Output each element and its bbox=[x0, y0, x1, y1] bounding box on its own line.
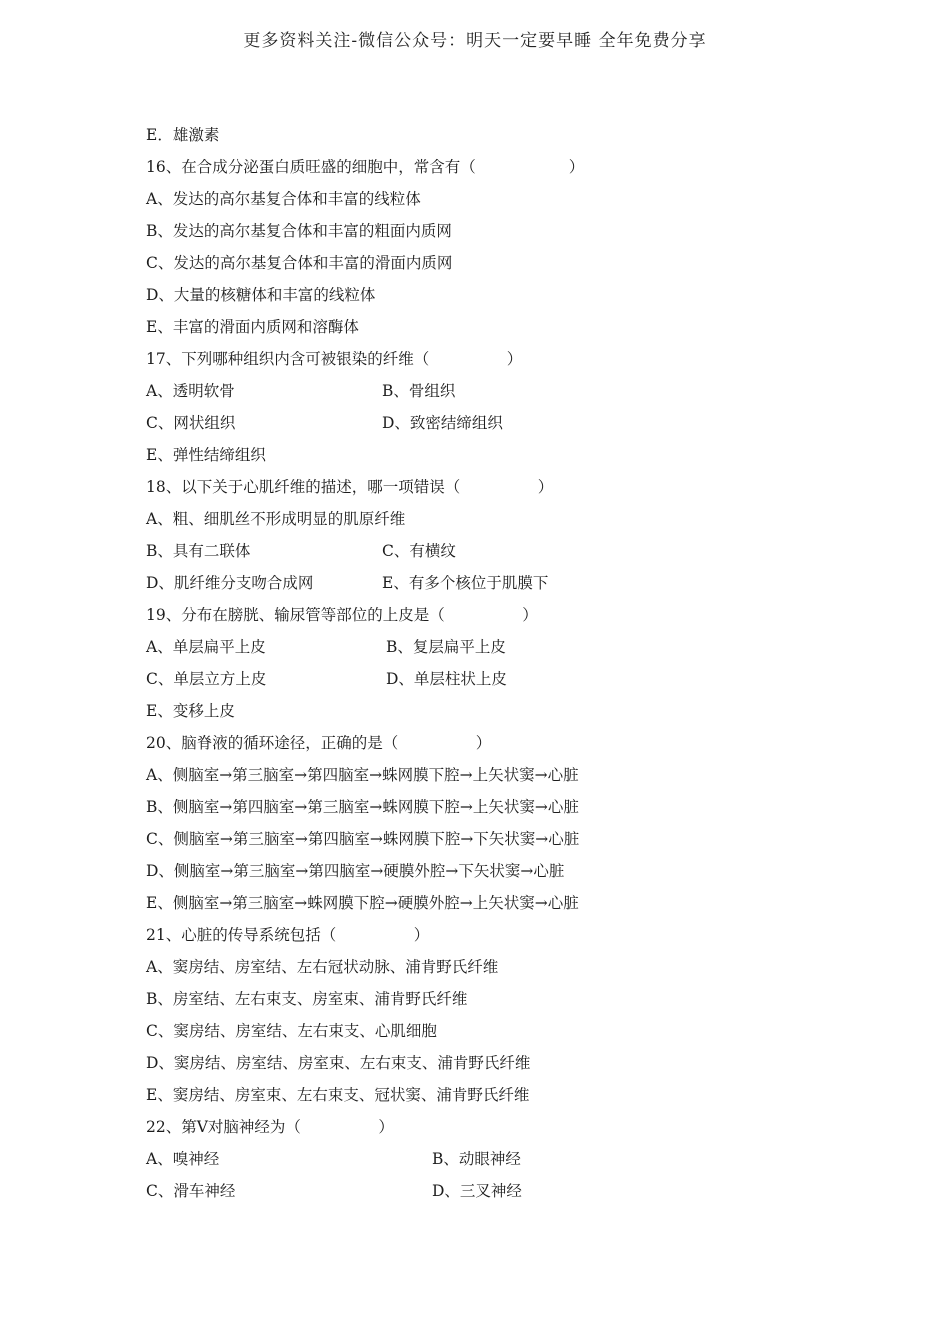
option-line: D、侧脑室→第三脑室→第四脑室→硬膜外腔→下矢状窦→心脏 bbox=[146, 862, 565, 880]
question-17: 17、下列哪种组织内含可被银染的纤维（ ） bbox=[146, 350, 523, 368]
option-line: C、侧脑室→第三脑室→第四脑室→蛛网膜下腔→下矢状窦→心脏 bbox=[146, 830, 580, 848]
option-line: E、弹性结缔组织 bbox=[146, 446, 266, 464]
option-line: A、窦房结、房室结、左右冠状动脉、浦肯野氏纤维 bbox=[146, 958, 499, 976]
option-line: B、侧脑室→第四脑室→第三脑室→蛛网膜下腔→上矢状窦→心脏 bbox=[146, 798, 579, 816]
option-line: D、大量的核糖体和丰富的线粒体 bbox=[146, 286, 376, 304]
option-right: B、骨组织 bbox=[382, 382, 456, 400]
option-line bbox=[146, 1143, 886, 1175]
option-right: D、单层柱状上皮 bbox=[386, 670, 507, 688]
question-20: 20、脑脊液的循环途径，正确的是（ ） bbox=[146, 734, 492, 752]
option-right: B、复层扁平上皮 bbox=[386, 638, 506, 656]
option-right: D、三叉神经 bbox=[432, 1182, 522, 1200]
option-line: D、窦房结、房室结、房室束、左右束支、浦肯野氏纤维 bbox=[146, 1054, 531, 1072]
option-line bbox=[146, 375, 886, 407]
option-right: B、动眼神经 bbox=[432, 1150, 521, 1168]
option-left: A、嗅神经 bbox=[146, 1150, 220, 1168]
page-header: 更多资料关注-微信公众号：明天一定要早睡 全年免费分享 bbox=[243, 31, 707, 51]
option-line: C、发达的高尔基复合体和丰富的滑面内质网 bbox=[146, 254, 453, 272]
question-21: 21、心脏的传导系统包括（ ） bbox=[146, 926, 430, 944]
option-line: C、窦房结、房室结、左右束支、心肌细胞 bbox=[146, 1022, 437, 1040]
question-19: 19、分布在膀胱、输尿管等部位的上皮是（ ） bbox=[146, 606, 538, 624]
option-line: E、变移上皮 bbox=[146, 702, 235, 720]
option-line: E、丰富的滑面内质网和溶酶体 bbox=[146, 318, 359, 336]
option-left: C、滑车神经 bbox=[146, 1182, 236, 1200]
option-line: E、窦房结、房室束、左右束支、冠状窦、浦肯野氏纤维 bbox=[146, 1086, 530, 1104]
question-18: 18、以下关于心肌纤维的描述，哪一项错误（ ） bbox=[146, 478, 554, 496]
option-line: B、发达的高尔基复合体和丰富的粗面内质网 bbox=[146, 222, 452, 240]
option-line: A、粗、细肌丝不形成明显的肌原纤维 bbox=[146, 510, 406, 528]
option-line bbox=[146, 631, 886, 663]
option-left: A、透明软骨 bbox=[146, 382, 235, 400]
option-left: C、网状组织 bbox=[146, 414, 236, 432]
option-right: E、有多个核位于肌膜下 bbox=[382, 574, 549, 592]
option-line bbox=[146, 1175, 886, 1207]
option-line: B、房室结、左右束支、房室束、浦肯野氏纤维 bbox=[146, 990, 468, 1008]
option-line bbox=[146, 407, 886, 439]
option-left: C、单层立方上皮 bbox=[146, 670, 267, 688]
text-line: E．雄激素 bbox=[146, 126, 220, 144]
option-line bbox=[146, 663, 886, 695]
option-left: A、单层扁平上皮 bbox=[146, 638, 266, 656]
option-right: D、致密结缔组织 bbox=[382, 414, 503, 432]
option-right: C、有横纹 bbox=[382, 542, 456, 560]
question-16: 16、在合成分泌蛋白质旺盛的细胞中，常含有（ ） bbox=[146, 158, 585, 176]
option-left: B、具有二联体 bbox=[146, 542, 251, 560]
option-left: D、肌纤维分支吻合成网 bbox=[146, 574, 314, 592]
option-line bbox=[146, 567, 886, 599]
option-line: A、发达的高尔基复合体和丰富的线粒体 bbox=[146, 190, 421, 208]
question-22: 22、第Ⅴ对脑神经为（ ） bbox=[146, 1118, 394, 1136]
question-content bbox=[146, 119, 886, 1207]
option-line bbox=[146, 535, 886, 567]
option-line: A、侧脑室→第三脑室→第四脑室→蛛网膜下腔→上矢状窦→心脏 bbox=[146, 766, 579, 784]
option-line: E、侧脑室→第三脑室→蛛网膜下腔→硬膜外腔→上矢状窦→心脏 bbox=[146, 894, 579, 912]
